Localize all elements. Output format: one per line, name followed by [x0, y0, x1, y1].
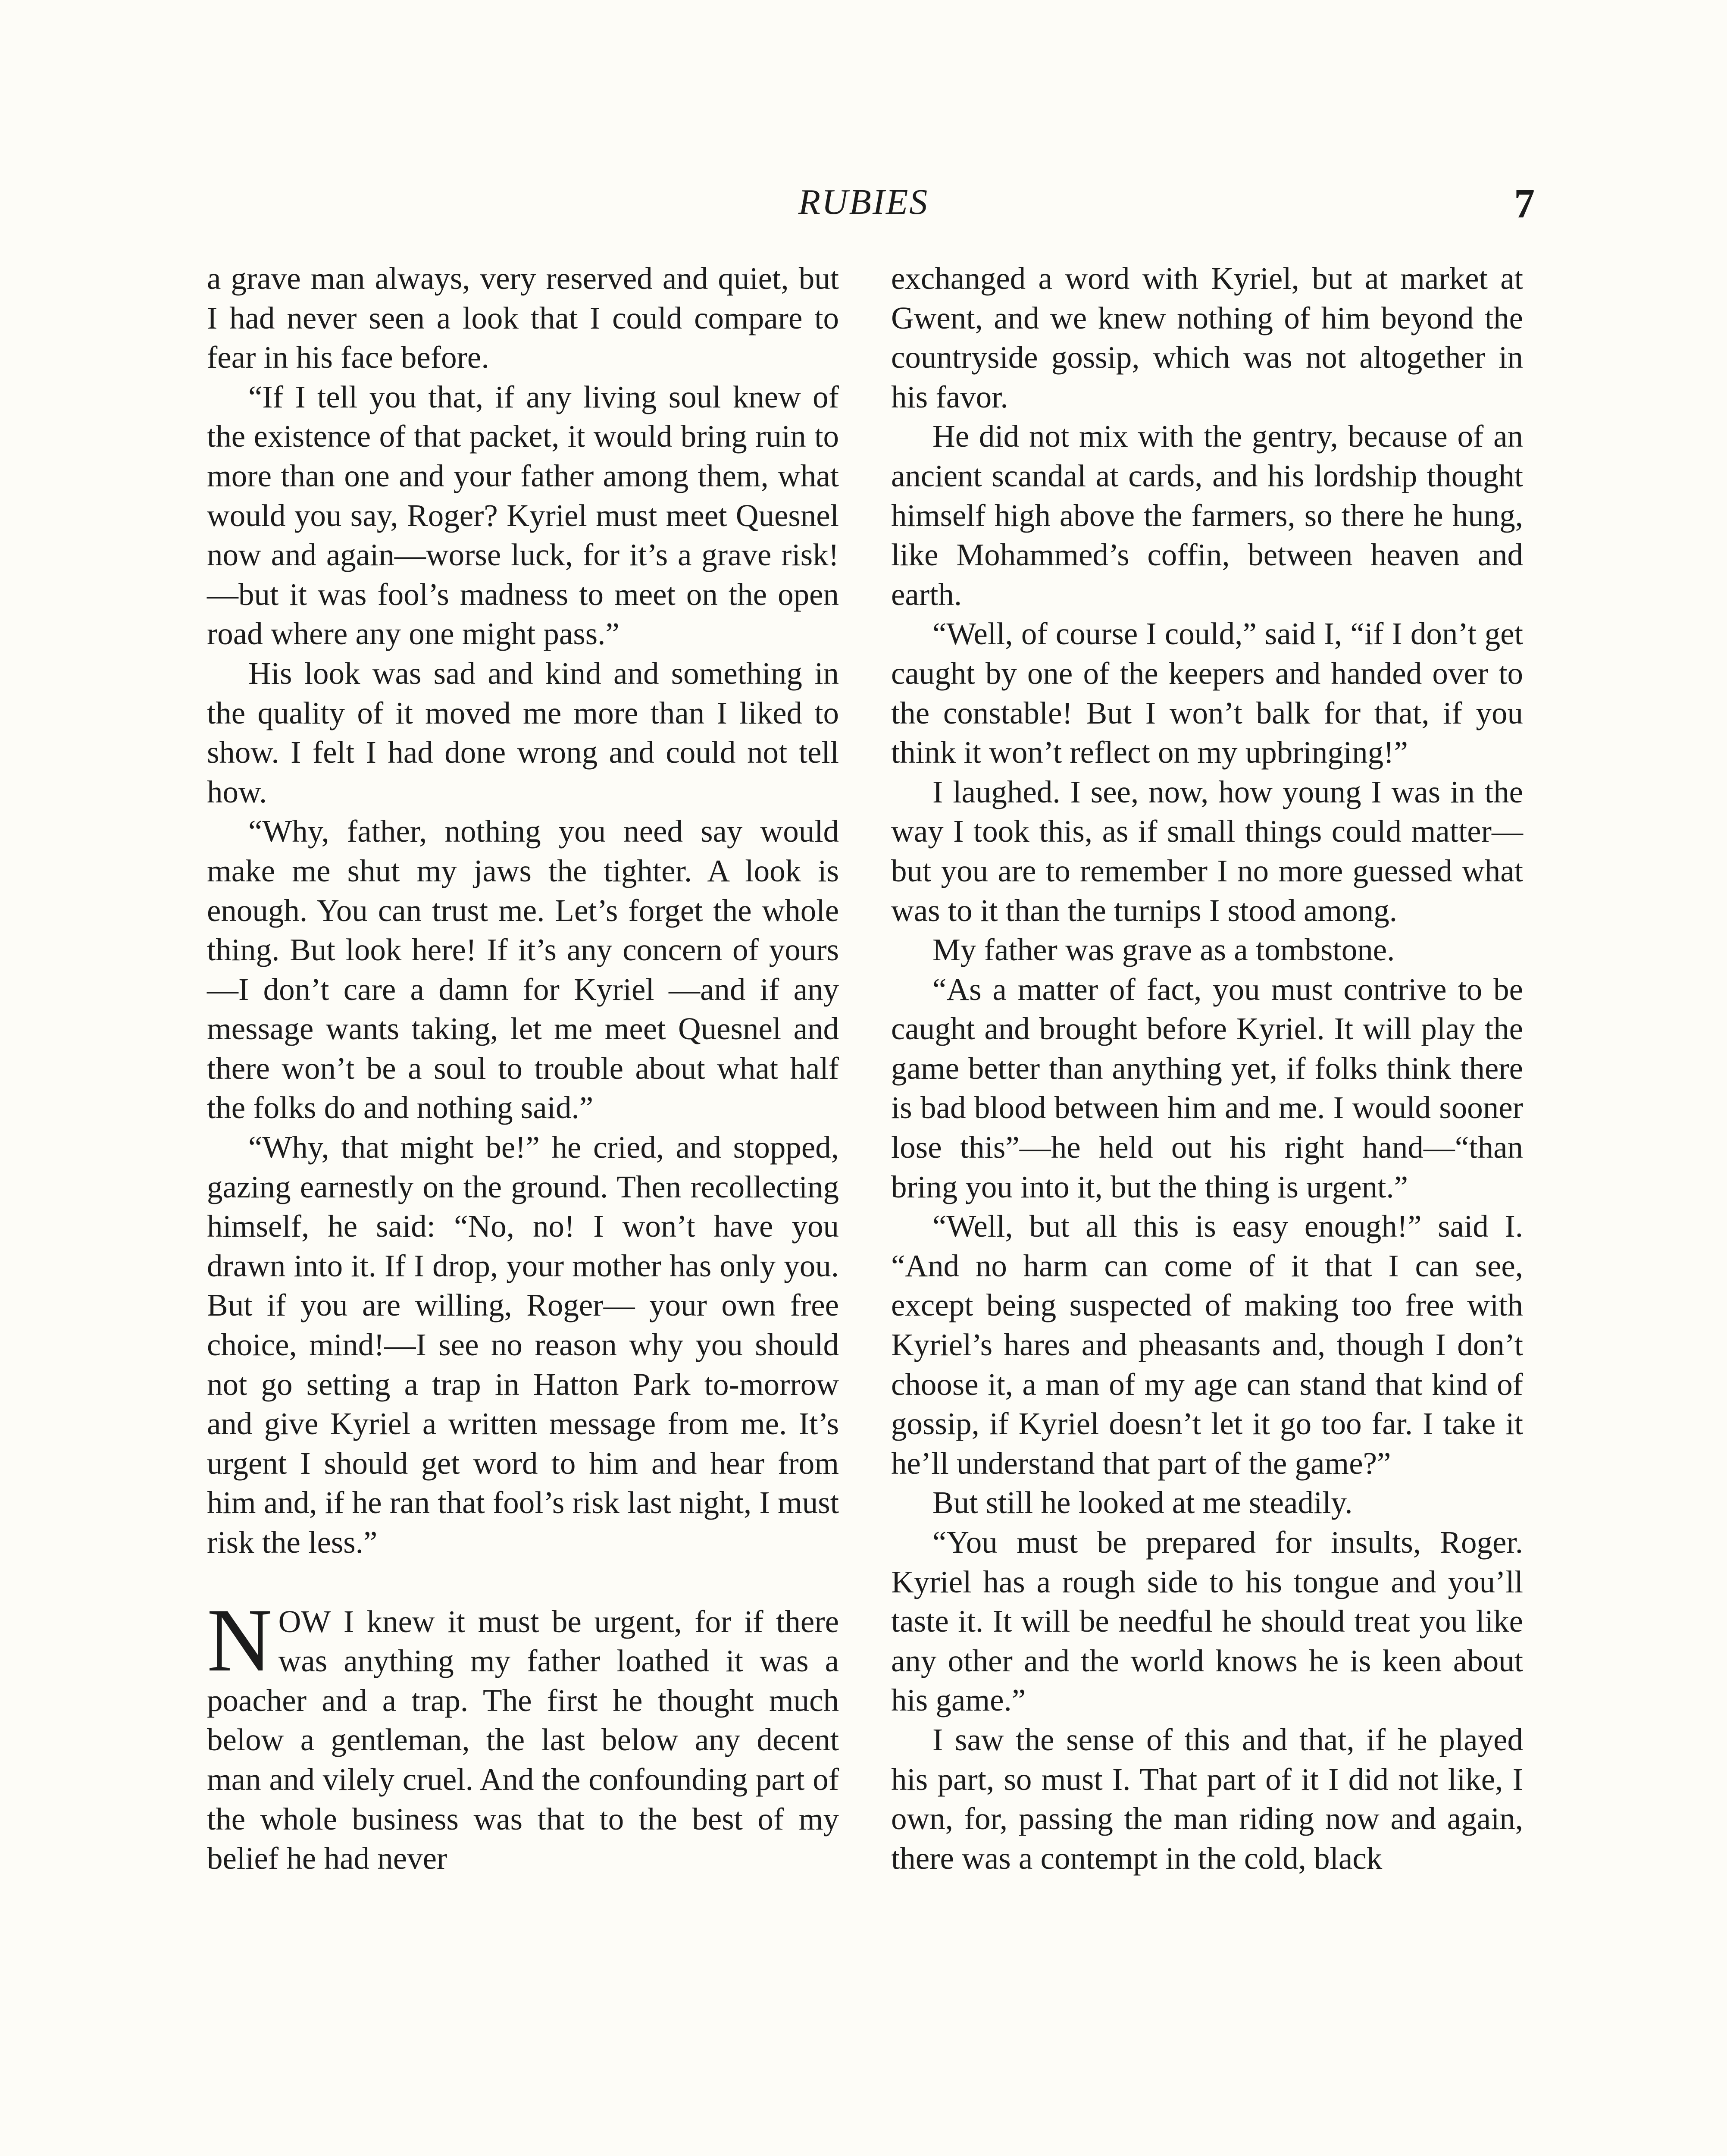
paragraph: I saw the sense of this and that, if he played his part, so must I. That part of it I did not like, I own, for, passing the man riding now and again, there was a contempt in the cold, black: [891, 1722, 1523, 1876]
paragraph: My father was grave as a tombstone.: [932, 932, 1395, 968]
paragraph: “Why, that might be!” he cried, and stopped, gazing earnestly on the ground. Then recollecting himself, he said: “No, no! I won’t have you drawn into it. If I drop, your mother has only you. But if you are willing, Roger— your own free choice, mind!—I see no reason why you should not go setting a trap in Hatton Park to-morrow and give Kyriel a written message from me. It’s urgent I should get word to him and hear from him and, if he ran that fool’s risk last night, I must risk the less.”: [207, 1130, 839, 1560]
paragraph: “You must be prepared for insults, Roger. Kyriel has a rough side to his tongue and you’ll taste it. It will be needful he should treat you like any other and the world knows he is keen about his game.”: [891, 1525, 1523, 1718]
paragraph: But still he looked at me steadily.: [932, 1485, 1353, 1520]
paragraph: a grave man always, very reserved and quiet, but I had never seen a look that I could compare to fear in his face before.: [207, 261, 839, 375]
paragraph-text: I knew it must be urgent, for if there was anything my father loathed it was a poacher and a trap. The first he thought much below a gentleman, the last below any decent man and vilely cruel. And the confounding part of the whole business was that to the best of my belief he had never: [207, 1604, 839, 1876]
paragraph: “Well, of course I could,” said I, “if I don’t get caught by one of the keepers and handed over to the constable! But I won’t balk for that, if you think it won’t reflect on my upbringing!”: [891, 616, 1523, 770]
drop-cap: N: [207, 1590, 272, 1690]
running-header-title: RUBIES: [798, 182, 929, 222]
paragraph: exchanged a word with Kyriel, but at market at Gwent, and we knew nothing of him beyond the countryside gossip, which was not altogether in his favor.: [891, 261, 1523, 414]
right-column: [891, 259, 1523, 1878]
left-column: [207, 259, 839, 1878]
paragraph: “Well, but all this is easy enough!” said I. “And no harm can come of it that I can see, except being suspected of making too free with Kyriel’s hares and pheasants and, though I don’t choose it, a man of my age can stand that kind of gossip, if Kyriel doesn’t let it go too far. I take it he’ll understand that part of the game?”: [891, 1209, 1523, 1481]
paragraph: He did not mix with the gentry, because of an ancient scandal at cards, and his lordship thought himself high above the farmers, so there he hung, like Mohammed’s coffin, between heaven and earth.: [891, 419, 1523, 612]
section-opening-paragraph: [207, 1590, 839, 1878]
paragraph: His look was sad and kind and something in the quality of it moved me more than I liked to show. I felt I had done wrong and could not tell how.: [207, 655, 839, 809]
small-caps-lead: OW: [278, 1604, 331, 1639]
paragraph: “Why, father, nothing you need say would make me shut my jaws the tighter. A look is enough. You can trust me. Let’s forget the whole thing. But look here! If it’s any concern of yours—I don’t care a damn for Kyriel —and if any message wants taking, let me meet Quesnel and there won’t be a soul to trouble about what half the folks do and nothing said.”: [207, 814, 839, 1125]
page-number: 7: [1514, 180, 1535, 226]
paragraph: “As a matter of fact, you must contrive to be caught and brought before Kyriel. It will play the game better than anything yet, if folks think there is bad blood between him and me. I would sooner lose this”—he held out his right hand—“than bring you into it, but the thing is urgent.”: [891, 971, 1523, 1204]
paragraph: “If I tell you that, if any living soul knew of the existence of that packet, it would bring ruin to more than one and your father among them, what would you say, Roger? Kyriel must meet Quesnel now and again—worse luck, for it’s a grave risk!—but it was fool’s madness to meet on the open road where any one might pass.”: [207, 379, 839, 652]
paragraph: I laughed. I see, now, how young I was in the way I took this, as if small things could matter—but you are to remember I no more guessed what was to it than the turnips I stood among.: [891, 774, 1523, 928]
